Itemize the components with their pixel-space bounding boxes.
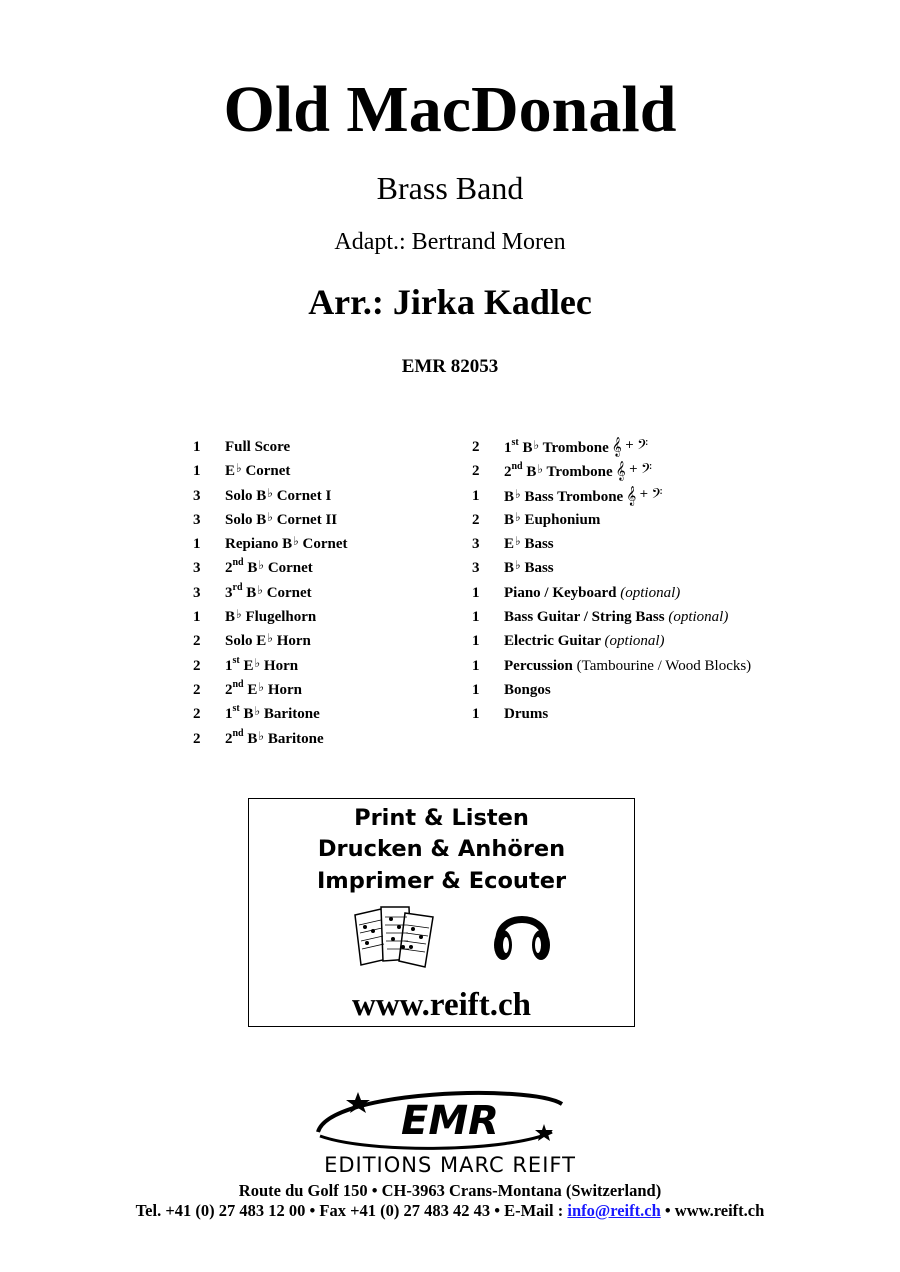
part-name bbox=[504, 702, 548, 726]
part-acc: ♭ bbox=[236, 607, 242, 622]
part-name bbox=[504, 459, 652, 485]
part-pre: 1 bbox=[225, 657, 233, 674]
contact-website: • www.reift.ch bbox=[660, 1201, 765, 1220]
part-name: Trombone bbox=[539, 440, 609, 456]
clef-icons bbox=[612, 437, 648, 457]
part-sup: st bbox=[232, 654, 240, 666]
email-link[interactable]: info@reift.ch bbox=[567, 1201, 661, 1220]
promo-line-english: Print & Listen bbox=[354, 805, 529, 831]
part-name: Baritone bbox=[264, 730, 324, 747]
clef-icons bbox=[626, 486, 662, 506]
part-acc: ♭ bbox=[257, 582, 263, 597]
part-name: Bass bbox=[520, 536, 554, 553]
part-row bbox=[472, 629, 852, 653]
part-quantity: 3 bbox=[193, 511, 201, 528]
part-mid: B bbox=[504, 560, 515, 577]
part-name bbox=[225, 702, 320, 726]
subtitle: Brass Band bbox=[376, 170, 524, 206]
part-name: Piano / Keyboard bbox=[504, 584, 617, 601]
part-quantity: 3 bbox=[193, 560, 201, 577]
part-name: Cornet bbox=[241, 463, 291, 480]
part-name bbox=[225, 654, 298, 678]
part-name: Cornet bbox=[264, 560, 313, 577]
part-name: Full Score bbox=[225, 439, 291, 455]
bass-clef-icon: 𝄢 bbox=[651, 485, 663, 506]
treble-clef-icon: 𝄞 bbox=[626, 485, 637, 506]
part-pre: Solo bbox=[225, 633, 257, 650]
sheet-music-icon bbox=[351, 903, 443, 969]
part-acc: ♭ bbox=[236, 461, 242, 476]
part-name bbox=[504, 556, 554, 580]
part-mid: B bbox=[504, 488, 515, 505]
part-note: (optional) bbox=[668, 609, 729, 626]
part-acc: ♭ bbox=[258, 728, 265, 743]
part-mid: B bbox=[239, 706, 254, 723]
part-row bbox=[193, 629, 453, 653]
parts-list-right bbox=[472, 435, 852, 727]
part-row bbox=[193, 484, 453, 508]
part-quantity: 1 bbox=[472, 487, 480, 504]
part-name bbox=[225, 435, 290, 459]
part-mid: B bbox=[243, 560, 258, 577]
part-pre: 2 bbox=[225, 730, 233, 747]
part-mid: B bbox=[518, 440, 533, 456]
part-acc: ♭ bbox=[515, 486, 521, 501]
part-pre: 2 bbox=[225, 681, 233, 698]
part-acc: ♭ bbox=[515, 509, 521, 524]
part-mid: B bbox=[256, 487, 267, 504]
part-name bbox=[225, 484, 331, 508]
part-mid: B bbox=[504, 511, 515, 528]
part-row bbox=[193, 459, 453, 483]
part-quantity: 3 bbox=[472, 536, 480, 553]
clef-plus: + bbox=[624, 438, 635, 451]
part-name bbox=[504, 678, 551, 702]
part-quantity: 2 bbox=[193, 657, 201, 674]
part-name bbox=[504, 508, 600, 532]
part-pre: Solo bbox=[225, 487, 257, 504]
promo-line-german: Drucken & Anhören bbox=[317, 836, 566, 862]
part-name: Horn bbox=[272, 633, 311, 650]
part-name: Percussion bbox=[504, 657, 573, 674]
part-row bbox=[472, 556, 852, 580]
part-row bbox=[193, 702, 453, 726]
part-name: Electric Guitar bbox=[504, 633, 601, 650]
part-name: Horn bbox=[260, 657, 299, 674]
part-name: Euphonium bbox=[520, 511, 601, 528]
part-quantity: 3 bbox=[193, 487, 201, 504]
part-row bbox=[193, 556, 453, 580]
part-acc: ♭ bbox=[267, 485, 273, 500]
part-acc: ♭ bbox=[293, 534, 299, 549]
part-name bbox=[225, 581, 312, 605]
part-acc: ♭ bbox=[515, 534, 521, 549]
part-quantity: 3 bbox=[193, 584, 201, 601]
part-sup: nd bbox=[511, 461, 523, 473]
part-mid: B bbox=[242, 584, 257, 601]
part-name bbox=[225, 508, 337, 532]
bass-clef-icon: 𝄢 bbox=[637, 437, 648, 457]
part-pre: Repiano bbox=[225, 536, 283, 553]
part-name bbox=[504, 654, 751, 678]
part-name: Bass Trombone bbox=[520, 488, 624, 505]
part-sup: nd bbox=[232, 678, 244, 690]
part-row bbox=[193, 727, 453, 751]
part-row bbox=[193, 581, 453, 605]
part-sup: st bbox=[511, 437, 519, 448]
part-acc: ♭ bbox=[258, 679, 265, 694]
treble-clef-icon: 𝄞 bbox=[611, 437, 622, 457]
part-pre: 1 bbox=[504, 440, 512, 456]
part-sup: nd bbox=[232, 727, 244, 739]
part-name: Bass bbox=[520, 560, 554, 577]
promo-line-french: Imprimer & Ecouter bbox=[316, 868, 567, 894]
parts-list-left bbox=[193, 435, 453, 751]
part-name bbox=[225, 629, 311, 653]
part-row bbox=[472, 484, 852, 508]
part-note: (optional) bbox=[620, 584, 681, 601]
arranger-credit: Arr.: Jirka Kadlec bbox=[308, 282, 592, 322]
part-pre: 1 bbox=[225, 706, 233, 723]
treble-clef-icon: 𝄞 bbox=[615, 461, 626, 482]
part-name bbox=[504, 581, 680, 605]
part-row bbox=[472, 702, 852, 726]
publisher-name: EDITIONS MARC REIFT bbox=[324, 1153, 576, 1177]
clef-icons bbox=[616, 461, 652, 481]
part-sup: rd bbox=[232, 581, 243, 593]
part-row bbox=[472, 459, 852, 483]
publisher-address: Route du Golf 150 • CH-3963 Crans-Montana (Switzerland) bbox=[238, 1181, 662, 1200]
part-mid: E bbox=[256, 633, 267, 650]
part-quantity: 1 bbox=[472, 657, 480, 674]
part-quantity: 2 bbox=[193, 706, 201, 723]
part-row bbox=[472, 605, 852, 629]
publisher-contact bbox=[0, 1200, 900, 1222]
part-row bbox=[193, 435, 453, 459]
part-name: Trombone bbox=[543, 464, 613, 481]
part-quantity: 2 bbox=[472, 439, 480, 455]
emr-logo-text: EMR bbox=[401, 1098, 499, 1144]
part-acc: ♭ bbox=[267, 631, 273, 646]
part-name: Cornet II bbox=[272, 511, 338, 528]
part-name: Horn bbox=[264, 681, 302, 698]
part-name bbox=[504, 532, 554, 556]
part-name bbox=[225, 459, 290, 483]
part-row bbox=[472, 678, 852, 702]
part-row bbox=[193, 532, 453, 556]
part-name: Bongos bbox=[504, 681, 551, 698]
part-row bbox=[472, 508, 852, 532]
part-quantity: 2 bbox=[472, 463, 480, 480]
catalog-number: EMR 82053 bbox=[401, 356, 499, 377]
part-name: Drums bbox=[504, 706, 549, 723]
part-row bbox=[472, 581, 852, 605]
part-pre: Solo bbox=[225, 511, 257, 528]
emr-logo bbox=[300, 1088, 600, 1152]
part-row bbox=[472, 435, 852, 459]
part-name: Cornet bbox=[262, 584, 312, 601]
bass-clef-icon: 𝄢 bbox=[640, 461, 652, 482]
part-sup: nd bbox=[232, 557, 244, 569]
part-row bbox=[193, 654, 453, 678]
clef-plus: + bbox=[639, 486, 649, 500]
part-note: (optional) bbox=[604, 633, 665, 650]
part-acc: ♭ bbox=[254, 655, 261, 670]
part-sup: st bbox=[232, 703, 240, 715]
part-quantity: 2 bbox=[193, 730, 201, 747]
part-pre: 3 bbox=[225, 584, 233, 601]
part-row bbox=[193, 508, 453, 532]
part-mid: E bbox=[239, 657, 254, 674]
part-acc: ♭ bbox=[258, 558, 265, 573]
title: Old MacDonald bbox=[223, 73, 677, 146]
part-pre: 2 bbox=[225, 560, 233, 577]
part-mid: B bbox=[522, 464, 537, 481]
part-acc: ♭ bbox=[537, 462, 544, 477]
part-quantity: 1 bbox=[472, 609, 480, 626]
part-quantity: 2 bbox=[193, 633, 201, 650]
part-name bbox=[504, 435, 648, 461]
part-name bbox=[225, 556, 313, 580]
part-name bbox=[504, 605, 728, 629]
part-note: (Tambourine / Wood Blocks) bbox=[576, 657, 752, 674]
promo-website[interactable]: www.reift.ch bbox=[351, 987, 532, 1023]
part-name bbox=[504, 484, 662, 510]
part-mid: E bbox=[225, 463, 236, 480]
contact-phone-fax: Tel. +41 (0) 27 483 12 00 • Fax +41 (0) 27 483 42 43 • E-Mail : bbox=[135, 1201, 568, 1220]
part-name bbox=[504, 629, 665, 653]
part-quantity: 2 bbox=[472, 511, 480, 528]
part-quantity: 1 bbox=[472, 584, 480, 601]
part-acc: ♭ bbox=[267, 509, 273, 524]
part-mid: B bbox=[225, 609, 236, 626]
part-acc: ♭ bbox=[533, 438, 540, 452]
part-name bbox=[225, 678, 302, 702]
part-name bbox=[225, 727, 324, 751]
part-quantity: 1 bbox=[472, 706, 480, 723]
print-listen-box bbox=[248, 798, 635, 1027]
part-mid: B bbox=[243, 730, 258, 747]
adaptation-credit: Adapt.: Bertrand Moren bbox=[334, 229, 566, 255]
part-pre: 2 bbox=[504, 464, 512, 481]
part-name bbox=[225, 532, 348, 556]
part-quantity: 1 bbox=[472, 633, 480, 650]
part-quantity: 1 bbox=[193, 609, 201, 626]
part-quantity: 1 bbox=[193, 439, 201, 455]
part-name: Cornet bbox=[298, 536, 348, 553]
part-name: Baritone bbox=[260, 706, 320, 723]
part-acc: ♭ bbox=[515, 558, 521, 573]
part-quantity: 1 bbox=[193, 536, 201, 553]
part-acc: ♭ bbox=[254, 704, 261, 719]
part-mid: B bbox=[256, 511, 267, 528]
part-row bbox=[193, 605, 453, 629]
part-name: Flugelhorn bbox=[241, 609, 317, 626]
part-mid: E bbox=[504, 536, 515, 553]
part-row bbox=[193, 678, 453, 702]
headphones-icon bbox=[489, 901, 555, 967]
part-mid: E bbox=[243, 681, 258, 698]
part-name bbox=[225, 605, 316, 629]
part-name: Bass Guitar / String Bass bbox=[504, 609, 665, 626]
clef-plus: + bbox=[628, 462, 638, 476]
part-row bbox=[472, 532, 852, 556]
part-quantity: 1 bbox=[472, 681, 480, 698]
part-mid: B bbox=[282, 536, 293, 553]
part-quantity: 1 bbox=[193, 463, 201, 480]
part-quantity: 2 bbox=[193, 681, 201, 698]
part-quantity: 3 bbox=[472, 560, 480, 577]
part-name: Cornet I bbox=[272, 487, 332, 504]
part-row bbox=[472, 654, 852, 678]
